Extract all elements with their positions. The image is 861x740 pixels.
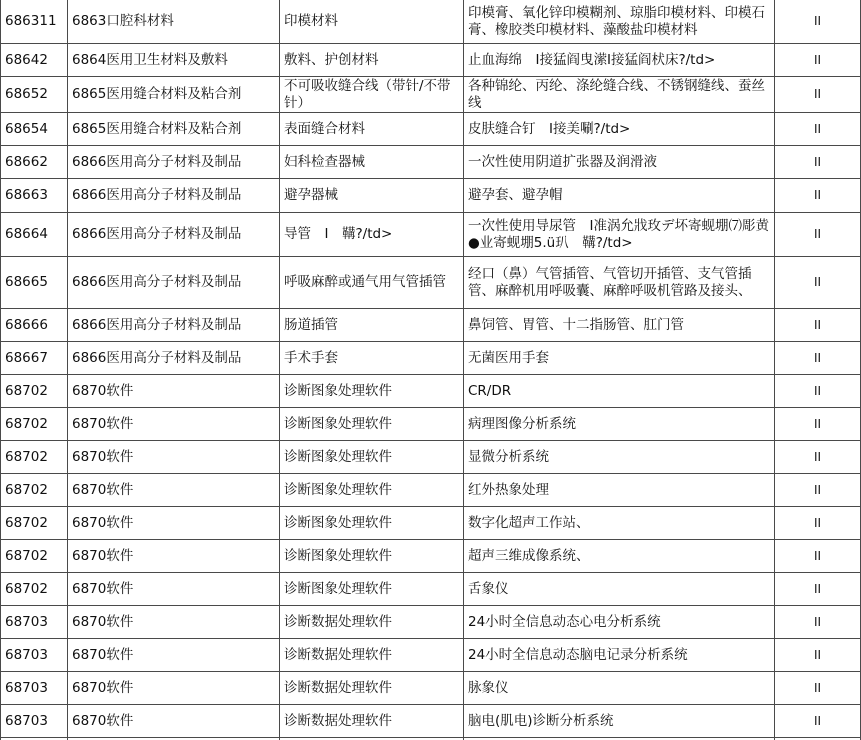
category-cell: 6864医用卫生材料及敷料 xyxy=(68,44,280,77)
table-row xyxy=(1,507,861,540)
product-name-cell: 诊断图象处理软件 xyxy=(280,540,464,573)
product-code-cell: 68702 xyxy=(1,507,68,540)
product-name-cell: 诊断图象处理软件 xyxy=(280,507,464,540)
category-cell: 6870软件 xyxy=(68,441,280,474)
product-code-cell: 68702 xyxy=(1,573,68,606)
product-examples-cell: 无菌医用手套 xyxy=(464,342,775,375)
product-code-cell: 68666 xyxy=(1,309,68,342)
category-cell: 6863口腔科材料 xyxy=(68,0,280,44)
product-examples-cell: 舌象仪 xyxy=(464,573,775,606)
table-row xyxy=(1,309,861,342)
management-class-cell: II xyxy=(775,257,861,309)
product-examples-cell: 印模膏、氧化锌印模糊剂、琼脂印模材料、印模石膏、橡胶类印模材料、藻酸盐印模材料 xyxy=(464,0,775,44)
product-name-cell: 诊断图象处理软件 xyxy=(280,441,464,474)
product-code-cell: 68667 xyxy=(1,342,68,375)
product-name-cell: 诊断数据处理软件 xyxy=(280,606,464,639)
category-cell: 6870软件 xyxy=(68,672,280,705)
product-code-cell: 68662 xyxy=(1,146,68,179)
table-row xyxy=(1,474,861,507)
category-cell: 6870软件 xyxy=(68,639,280,672)
management-class-cell: II xyxy=(775,77,861,113)
table-row xyxy=(1,606,861,639)
category-cell: 6865医用缝合材料及粘合剂 xyxy=(68,77,280,113)
product-name-cell: 导管 I 鞲?/td> xyxy=(280,213,464,257)
management-class-cell: II xyxy=(775,606,861,639)
management-class-cell: II xyxy=(775,639,861,672)
product-code-cell: 68703 xyxy=(1,705,68,738)
product-name-cell: 诊断数据处理软件 xyxy=(280,705,464,738)
category-cell: 6870软件 xyxy=(68,507,280,540)
category-cell: 6866医用高分子材料及制品 xyxy=(68,257,280,309)
product-code-cell: 68654 xyxy=(1,113,68,146)
product-code-cell: 68702 xyxy=(1,474,68,507)
product-name-cell: 诊断数据处理软件 xyxy=(280,672,464,705)
table-row xyxy=(1,441,861,474)
management-class-cell: II xyxy=(775,342,861,375)
table-row xyxy=(1,672,861,705)
product-code-cell: 68664 xyxy=(1,213,68,257)
management-class-cell: II xyxy=(775,113,861,146)
product-examples-cell: 超声三维成像系统、 xyxy=(464,540,775,573)
table-row xyxy=(1,705,861,738)
table-row xyxy=(1,573,861,606)
management-class-cell: II xyxy=(775,146,861,179)
product-code-cell: 68703 xyxy=(1,639,68,672)
table-row xyxy=(1,179,861,213)
product-name-cell: 诊断数据处理软件 xyxy=(280,639,464,672)
category-cell: 6870软件 xyxy=(68,474,280,507)
table-row xyxy=(1,146,861,179)
management-class-cell: II xyxy=(775,474,861,507)
product-examples-cell: 24小时全信息动态心电分析系统 xyxy=(464,606,775,639)
product-name-cell: 诊断图象处理软件 xyxy=(280,474,464,507)
management-class-cell: II xyxy=(775,179,861,213)
table-row xyxy=(1,408,861,441)
product-name-cell: 妇科检查器械 xyxy=(280,146,464,179)
product-code-cell: 68702 xyxy=(1,441,68,474)
product-name-cell: 表面缝合材料 xyxy=(280,113,464,146)
product-code-cell: 68702 xyxy=(1,375,68,408)
product-code-cell: 68703 xyxy=(1,672,68,705)
product-name-cell: 肠道插管 xyxy=(280,309,464,342)
category-cell: 6866医用高分子材料及制品 xyxy=(68,179,280,213)
table-row xyxy=(1,77,861,113)
category-cell: 6870软件 xyxy=(68,606,280,639)
management-class-cell: II xyxy=(775,375,861,408)
product-code-cell: 68702 xyxy=(1,408,68,441)
table-row xyxy=(1,0,861,44)
product-name-cell: 不可吸收缝合线（带针/不带针） xyxy=(280,77,464,113)
management-class-cell: II xyxy=(775,408,861,441)
product-code-cell: 68663 xyxy=(1,179,68,213)
category-cell: 6866医用高分子材料及制品 xyxy=(68,146,280,179)
management-class-cell: II xyxy=(775,705,861,738)
category-cell: 6865医用缝合材料及粘合剂 xyxy=(68,113,280,146)
product-name-cell: 诊断图象处理软件 xyxy=(280,573,464,606)
category-cell: 6866医用高分子材料及制品 xyxy=(68,309,280,342)
table-row xyxy=(1,113,861,146)
product-name-cell: 手术手套 xyxy=(280,342,464,375)
management-class-cell: II xyxy=(775,573,861,606)
product-code-cell: 68665 xyxy=(1,257,68,309)
category-cell: 6870软件 xyxy=(68,408,280,441)
category-cell: 6870软件 xyxy=(68,573,280,606)
product-name-cell: 诊断图象处理软件 xyxy=(280,408,464,441)
category-cell: 6870软件 xyxy=(68,375,280,408)
product-examples-cell: 显微分析系统 xyxy=(464,441,775,474)
product-examples-cell: 病理图像分析系统 xyxy=(464,408,775,441)
category-cell: 6866医用高分子材料及制品 xyxy=(68,342,280,375)
table-row xyxy=(1,44,861,77)
product-code-cell: 686311 xyxy=(1,0,68,44)
product-examples-cell: 脉象仪 xyxy=(464,672,775,705)
product-examples-cell: CR/DR xyxy=(464,375,775,408)
product-examples-cell: 避孕套、避孕帽 xyxy=(464,179,775,213)
management-class-cell: II xyxy=(775,213,861,257)
category-cell: 6870软件 xyxy=(68,705,280,738)
product-examples-cell: 数字化超声工作站、 xyxy=(464,507,775,540)
management-class-cell: II xyxy=(775,441,861,474)
category-cell: 6870软件 xyxy=(68,540,280,573)
product-examples-cell: 经口（鼻）气管插管、气管切开插管、支气管插管、麻醉机用呼吸囊、麻醉呼吸机管路及接头、 xyxy=(464,257,775,309)
product-examples-cell: 脑电(肌电)诊断分析系统 xyxy=(464,705,775,738)
product-name-cell: 呼吸麻醉或通气用气管插管 xyxy=(280,257,464,309)
product-code-cell: 68652 xyxy=(1,77,68,113)
management-class-cell: II xyxy=(775,44,861,77)
product-examples-cell: 红外热象处理 xyxy=(464,474,775,507)
product-name-cell: 避孕器械 xyxy=(280,179,464,213)
table-body xyxy=(1,0,861,740)
management-class-cell: II xyxy=(775,672,861,705)
table-row xyxy=(1,639,861,672)
product-code-cell: 68703 xyxy=(1,606,68,639)
product-code-cell: 68642 xyxy=(1,44,68,77)
product-examples-cell: 一次性使用导尿管 I准涡允戕玫デ坏寄蚬堋⑺彫黄●业寄蚬堋5.ü玐 鞲?/td> xyxy=(464,213,775,257)
category-cell: 6866医用高分子材料及制品 xyxy=(68,213,280,257)
product-examples-cell: 一次性使用阴道扩张器及润滑液 xyxy=(464,146,775,179)
product-examples-cell: 止血海绵 I接猛阎曳潆I接猛阎枤床?/td> xyxy=(464,44,775,77)
product-code-cell: 68702 xyxy=(1,540,68,573)
table-row xyxy=(1,540,861,573)
table-row xyxy=(1,213,861,257)
management-class-cell: II xyxy=(775,507,861,540)
product-examples-cell: 皮肤缝合钉 I接美唰?/td> xyxy=(464,113,775,146)
management-class-cell: II xyxy=(775,309,861,342)
table-row xyxy=(1,342,861,375)
table-row xyxy=(1,375,861,408)
table-row xyxy=(1,257,861,309)
management-class-cell: II xyxy=(775,540,861,573)
product-examples-cell: 鼻饲管、胃管、十二指肠管、肛门管 xyxy=(464,309,775,342)
product-name-cell: 敷料、护创材料 xyxy=(280,44,464,77)
product-examples-cell: 各种锦纶、丙纶、涤纶缝合线、不锈钢缝线、蚕丝线 xyxy=(464,77,775,113)
product-name-cell: 印模材料 xyxy=(280,0,464,44)
management-class-cell: II xyxy=(775,0,861,44)
product-name-cell: 诊断图象处理软件 xyxy=(280,375,464,408)
product-examples-cell: 24小时全信息动态脑电记录分析系统 xyxy=(464,639,775,672)
